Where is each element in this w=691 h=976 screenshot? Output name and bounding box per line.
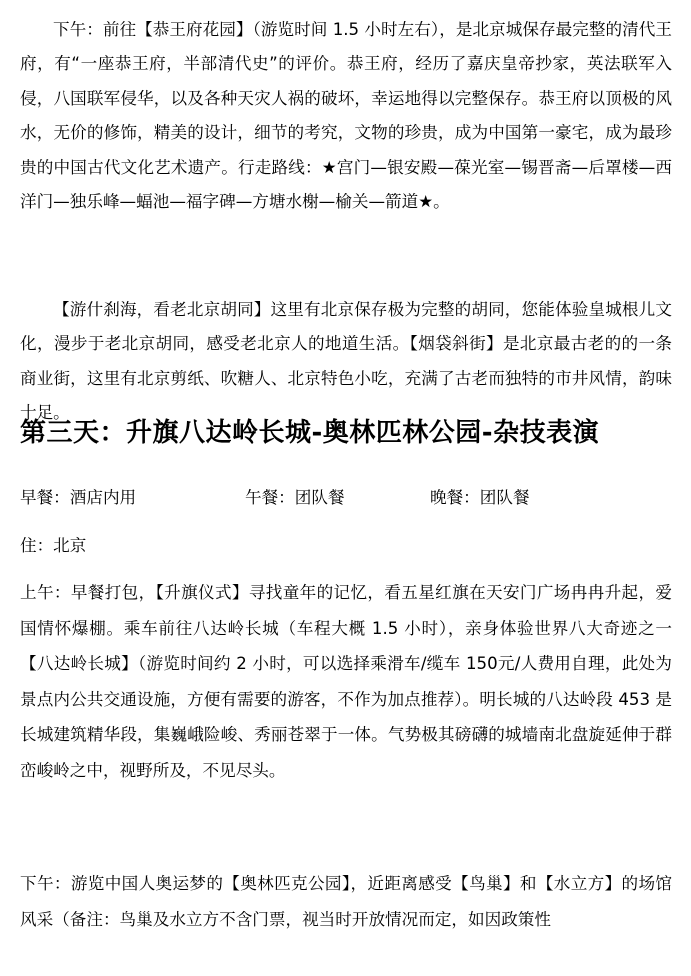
meals-row <box>20 481 672 515</box>
day3-heading: 第三天：升旗八达岭长城-奥林匹林公园-杂技表演 <box>20 418 600 448</box>
breakfast-text: 早餐：酒店内用 <box>20 488 137 507</box>
afternoon-paragraph: 下午：游览中国人奥运梦的【奥林匹克公园】，近距离感受【鸟巢】和【水立方】的场馆风采（备注：鸟巢及水立方不含门票，视当时开放情况而定，如因政策性 <box>20 874 672 929</box>
gongwangfu-paragraph: 下午：前往【恭王府花园】（游览时间 1.5 小时左右），是北京城保存最完整的清代王府，有“一座恭王府，半部清代史”的评价。恭王府，经历了嘉庆皇帝抄家，英法联军入侵，八国联军侵华，以及各种天灾人祸的破坏，幸运地得以完整保存。恭王府以顶极的风水，无价的修饰，精美的设计，细节的考究，文物的珍贵，成为中国第一豪宅，成为最珍贵的中国古代文化艺术遗产。行走路线：★宫门—银安殿—葆光室—锡晋斋—后罩楼—西洋门—独乐峰—蝠池—福字碑—方塘水榭—榆关—箭道★。 <box>20 20 672 212</box>
shichahai-paragraph: 【游什刹海，看老北京胡同】这里有北京保存极为完整的胡同，您能体验皇城根儿文化，漫步于老北京胡同，感受老北京人的地道生活。【烟袋斜街】是北京最古老的的一条商业街，这里有北京剪纸、吹糖人、北京特色小吃，充满了古老而独特的市井风情，韵味十足。 <box>20 300 672 423</box>
morning-paragraph: 上午：早餐打包，【升旗仪式】寻找童年的记忆，看五星红旗在天安门广场冉冉升起，爱国情怀爆棚。乘车前往八达岭长城（车程大概 1.5 小时），亲身体验世界八大奇迹之一【八达岭长城】（游览时间约 2 小时，可以选择乘滑车/缆车 150元/人费用自理，此处为景点内公共交通设施，方便有需要的游客，不作为加点推荐）。明长城的八达岭段 453 是长城建筑精华段，集巍峨险峻、秀丽苍翠于一体。气势极其磅礴的城墙南北盘旋延伸于群峦峻岭之中，视野所及，不见尽头。 <box>20 583 672 780</box>
dinner-text: 晚餐：团队餐 <box>430 488 530 507</box>
stay-text: 住：北京 <box>20 536 87 555</box>
lunch-text: 午餐：团队餐 <box>245 488 345 507</box>
